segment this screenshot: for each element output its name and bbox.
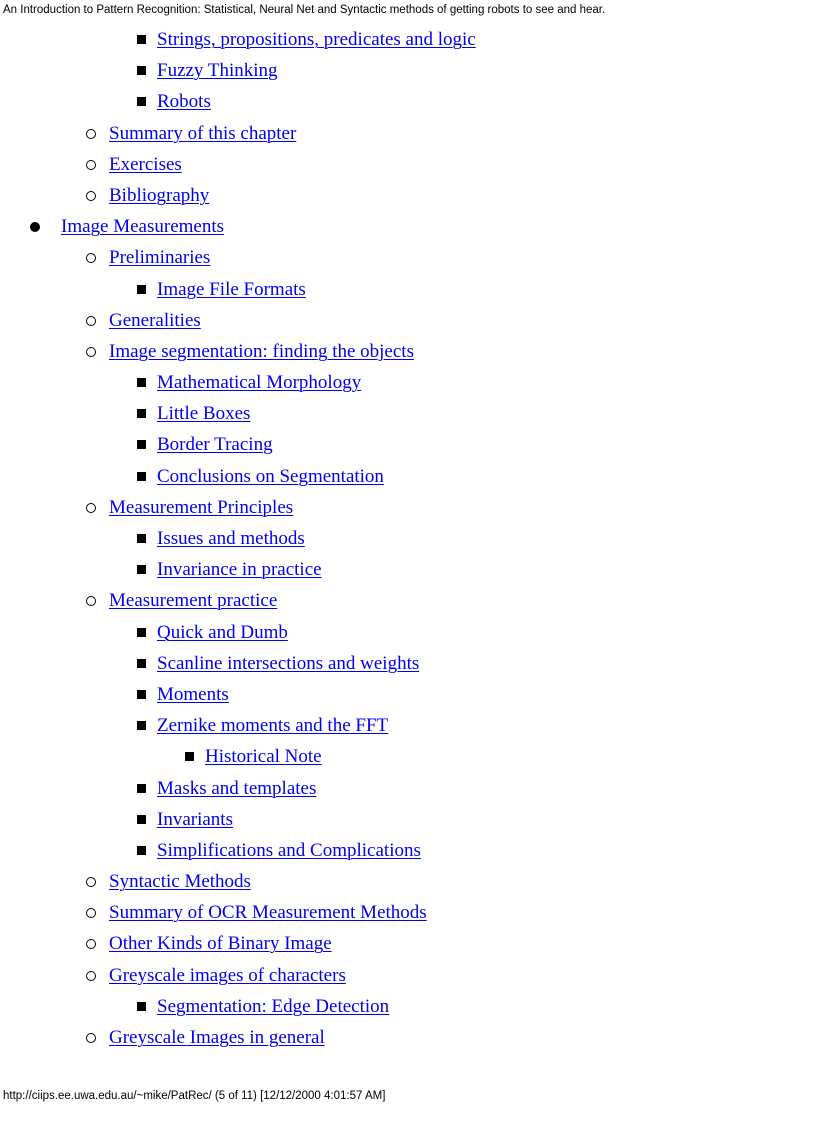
- toc-item: [0, 305, 816, 336]
- toc-item: [0, 773, 816, 804]
- toc-link[interactable]: Syntactic Methods: [109, 871, 251, 893]
- square-bullet-icon: [137, 628, 146, 637]
- toc-link[interactable]: Mathematical Morphology: [157, 372, 362, 394]
- toc-link[interactable]: Invariance in practice: [157, 559, 322, 581]
- square-bullet-icon: [137, 784, 146, 793]
- toc-item: [0, 648, 816, 679]
- toc-link[interactable]: Image Measurements: [61, 216, 225, 238]
- toc-link[interactable]: Zernike moments and the FFT: [157, 715, 389, 737]
- circle-bullet-icon: [86, 939, 96, 949]
- toc-link[interactable]: Bibliography: [109, 184, 210, 206]
- toc-link[interactable]: Greyscale Images in general: [109, 1027, 325, 1048]
- table-of-contents: [0, 24, 816, 1053]
- square-bullet-icon: [137, 659, 146, 668]
- square-bullet-icon: [137, 378, 146, 387]
- circle-bullet-icon: [86, 347, 96, 357]
- square-bullet-icon: [137, 66, 146, 75]
- toc-link[interactable]: Issues and methods: [157, 528, 305, 549]
- toc-item: [0, 991, 816, 1022]
- circle-bullet-icon: [86, 253, 96, 263]
- toc-item: [0, 55, 816, 86]
- toc-link[interactable]: Historical Note: [205, 746, 322, 768]
- toc-item: [0, 336, 816, 367]
- toc-item: [0, 866, 816, 897]
- toc-link[interactable]: Strings, propositions, predicates and logic: [157, 29, 476, 50]
- toc-item: [0, 617, 816, 648]
- toc-link[interactable]: Little Boxes: [157, 403, 251, 425]
- toc-link[interactable]: Fuzzy Thinking: [157, 60, 278, 82]
- toc-link[interactable]: Summary of OCR Measurement Methods: [109, 902, 427, 924]
- circle-bullet-icon: [86, 908, 96, 918]
- toc-item: [0, 118, 816, 149]
- toc-link[interactable]: Simplifications and Complications: [157, 839, 421, 861]
- square-bullet-icon: [137, 409, 146, 418]
- toc-item: [0, 585, 816, 616]
- toc-link[interactable]: Exercises: [109, 153, 182, 175]
- toc-item: [0, 461, 816, 492]
- toc-link[interactable]: Image File Formats: [157, 278, 306, 300]
- toc-item: [0, 835, 816, 866]
- toc-item: [0, 523, 816, 554]
- square-bullet-icon: [137, 534, 146, 543]
- toc-item: [0, 429, 816, 460]
- toc-link[interactable]: Other Kinds of Binary Image: [109, 933, 332, 955]
- square-bullet-icon: [137, 472, 146, 481]
- toc-link[interactable]: Quick and Dumb: [157, 621, 288, 643]
- toc-item: [0, 679, 816, 710]
- toc-link[interactable]: Measurement Principles: [109, 496, 294, 518]
- toc-item: [0, 897, 816, 928]
- square-bullet-icon: [137, 285, 146, 294]
- toc-item: [0, 804, 816, 835]
- toc-link[interactable]: Conclusions on Segmentation: [157, 465, 384, 487]
- toc-link[interactable]: Measurement practice: [109, 590, 278, 612]
- page-footer: http://ciips.ee.uwa.edu.au/~mike/PatRec/ (5 of 11) [12/12/2000 4:01:57 AM]: [3, 1090, 386, 1102]
- toc-link[interactable]: Moments: [157, 683, 229, 705]
- toc-link[interactable]: Scanline intersections and weights: [157, 652, 420, 674]
- circle-bullet-icon: [86, 877, 96, 887]
- square-bullet-icon: [137, 35, 146, 44]
- toc-link[interactable]: Invariants: [157, 808, 233, 830]
- square-bullet-icon: [137, 440, 146, 449]
- toc-link[interactable]: Generalities: [109, 309, 201, 331]
- circle-bullet-icon: [86, 596, 96, 606]
- circle-bullet-icon: [86, 503, 96, 513]
- toc-item: [0, 554, 816, 585]
- toc-link[interactable]: Image segmentation: finding the objects: [109, 340, 414, 362]
- circle-bullet-icon: [86, 1033, 96, 1043]
- disc-bullet-icon: [30, 222, 40, 232]
- square-bullet-icon: [137, 690, 146, 699]
- toc-item: [0, 960, 816, 991]
- toc-item: [0, 24, 816, 55]
- toc-item: [0, 274, 816, 305]
- toc-link[interactable]: Preliminaries: [109, 247, 211, 269]
- square-bullet-icon: [137, 815, 146, 824]
- toc-item: [0, 86, 816, 117]
- toc-item: [0, 149, 816, 180]
- toc-link[interactable]: Summary of this chapter: [109, 122, 297, 144]
- square-bullet-icon: [137, 846, 146, 855]
- page-header: An Introduction to Pattern Recognition: Statistical, Neural Net and Syntactic methods of getting robots to see and hear.: [3, 4, 606, 16]
- toc-item: [0, 367, 816, 398]
- square-bullet-icon: [137, 97, 146, 106]
- square-bullet-icon: [137, 721, 146, 730]
- circle-bullet-icon: [86, 191, 96, 201]
- square-bullet-icon: [137, 565, 146, 574]
- circle-bullet-icon: [86, 316, 96, 326]
- toc-link[interactable]: Border Tracing: [157, 434, 273, 456]
- toc-item: [0, 211, 816, 242]
- toc-link[interactable]: Segmentation: Edge Detection: [157, 995, 390, 1017]
- toc-item: [0, 741, 816, 772]
- circle-bullet-icon: [86, 129, 96, 139]
- toc-item: [0, 492, 816, 523]
- toc-link[interactable]: Greyscale images of characters: [109, 964, 346, 986]
- toc-item: [0, 398, 816, 429]
- toc-item: [0, 1022, 816, 1053]
- toc-link[interactable]: Masks and templates: [157, 777, 317, 799]
- square-bullet-icon: [137, 1002, 146, 1011]
- square-bullet-icon: [185, 752, 194, 761]
- circle-bullet-icon: [86, 160, 96, 170]
- toc-item: [0, 928, 816, 959]
- circle-bullet-icon: [86, 971, 96, 981]
- toc-item: [0, 180, 816, 211]
- toc-link[interactable]: Robots: [157, 91, 211, 113]
- toc-item: [0, 242, 816, 273]
- toc-item: [0, 710, 816, 741]
